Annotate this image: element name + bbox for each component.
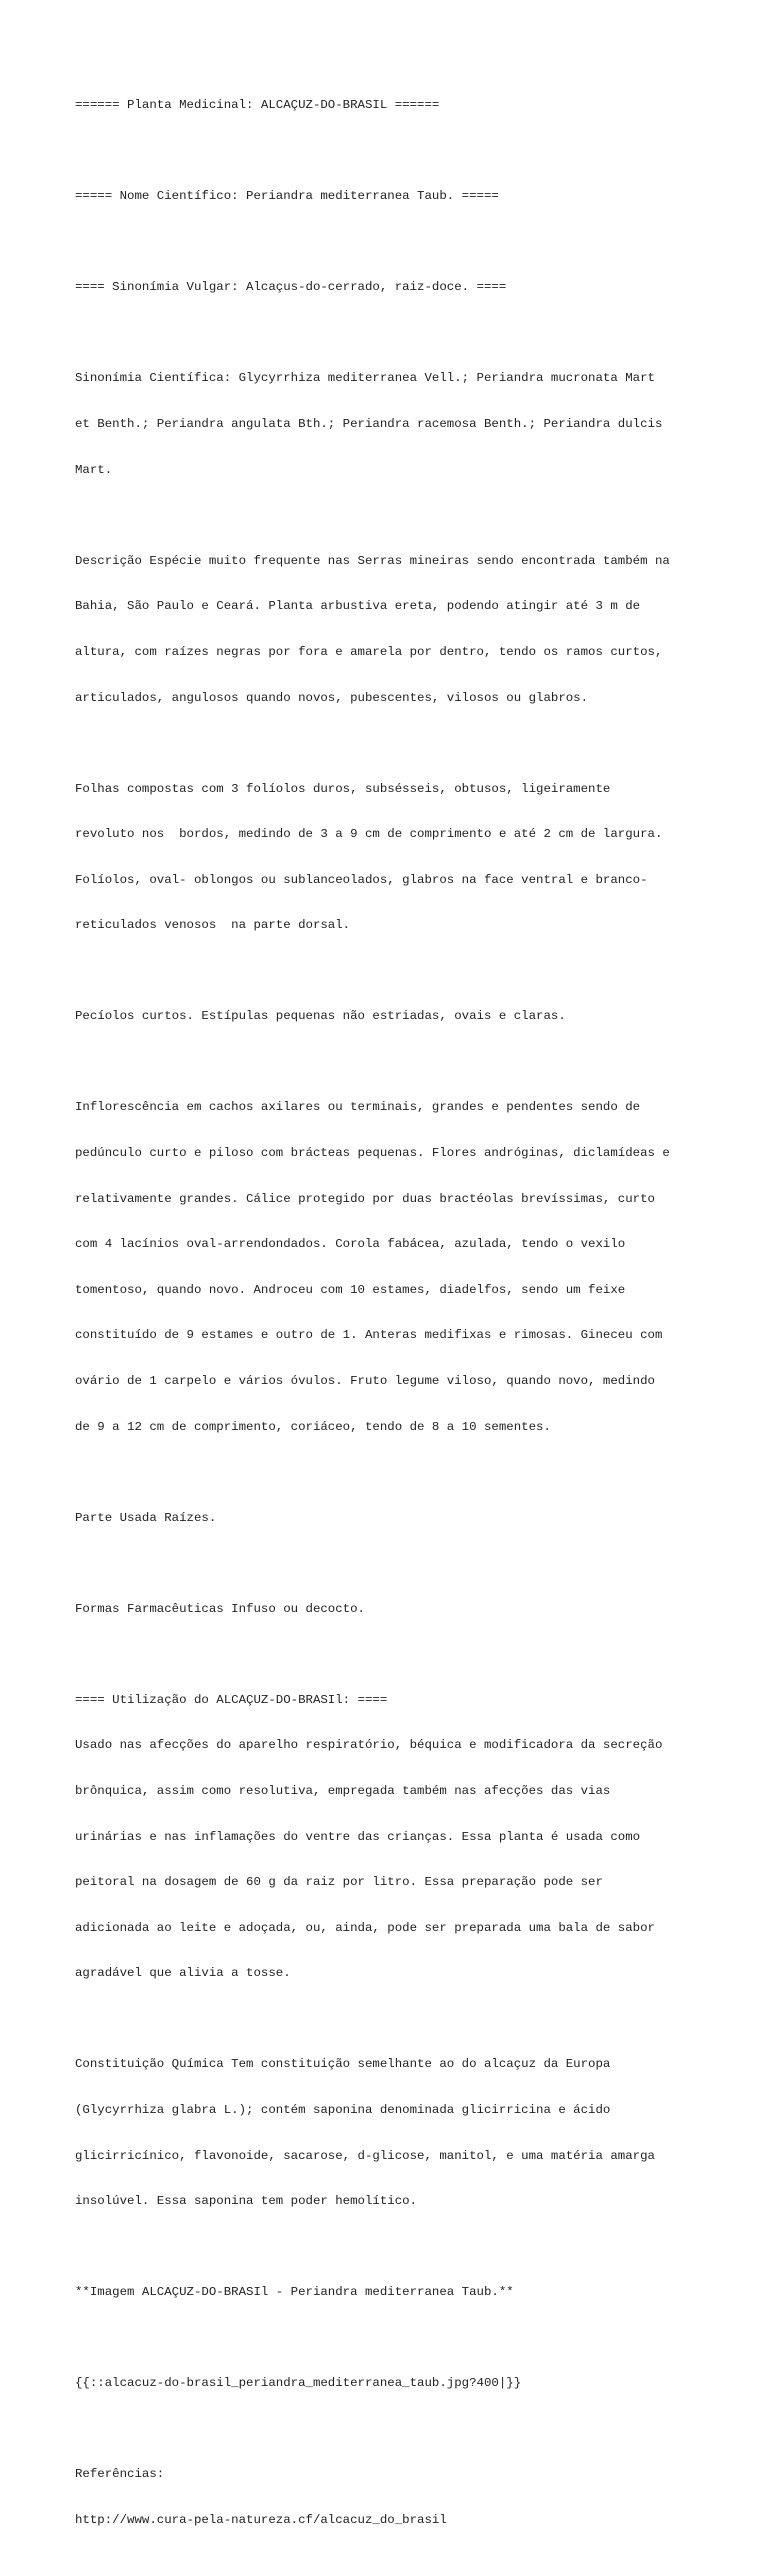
paragraph-line: Constituição Química Tem constituição semelhante ao do alcaçuz da Europa bbox=[75, 2057, 611, 2072]
plant-heading-text: ====== Planta Medicinal: ALCAÇUZ-DO-BRASIL ====== bbox=[75, 98, 440, 113]
vulgar-synonym-heading bbox=[75, 250, 700, 326]
paragraph-line: Mart. bbox=[75, 462, 113, 477]
petioles-paragraph bbox=[75, 979, 700, 1055]
document-page bbox=[75, 68, 700, 2573]
leaves-paragraph bbox=[75, 751, 700, 964]
scientific-synonyms-paragraph bbox=[75, 341, 700, 508]
paragraph-line: relativamente grandes. Cálice protegido por duas bractéolas brevíssimas, curto bbox=[75, 1191, 655, 1206]
paragraph-line: Sinonímia Científica: Glycyrrhiza mediterranea Vell.; Periandra mucronata Mart bbox=[75, 371, 655, 386]
usage-heading: ==== Utilização do ALCAÇUZ-DO-BRASIl: ==== bbox=[75, 1692, 388, 1707]
paragraph-line: constituído de 9 estames e outro de 1. Anteras medifixas e rimosas. Gineceu com bbox=[75, 1328, 663, 1343]
paragraph-line: ovário de 1 carpelo e vários óvulos. Fruto legume viloso, quando novo, medindo bbox=[75, 1374, 655, 1389]
image-caption: **Imagem ALCAÇUZ-DO-BRASIl - Periandra mediterranea Taub.** bbox=[75, 2285, 514, 2300]
paragraph-line: Parte Usada Raízes. bbox=[75, 1510, 217, 1525]
image-caption-paragraph bbox=[75, 2255, 700, 2331]
paragraph-line: Bahia, São Paulo e Ceará. Planta arbustiva ereta, podendo atingir até 3 m de bbox=[75, 599, 641, 614]
paragraph-line: et Benth.; Periandra angulata Bth.; Periandra racemosa Benth.; Periandra dulcis bbox=[75, 417, 663, 432]
paragraph-line: (Glycyrrhiza glabra L.); contém saponina denominada glicirricina e ácido bbox=[75, 2102, 611, 2117]
paragraph-line: brônquica, assim como resolutiva, empregada também nas afecções das vias bbox=[75, 1783, 611, 1798]
paragraph-line: altura, com raízes negras por fora e amarela por dentro, tendo os ramos curtos, bbox=[75, 644, 663, 659]
paragraph-line: Folíolos, oval- oblongos ou sublanceolados, glabros na face ventral e branco- bbox=[75, 872, 648, 887]
paragraph-line: Inflorescência em cachos axilares ou terminais, grandes e pendentes sendo de bbox=[75, 1100, 641, 1115]
scientific-name-heading-text: ===== Nome Científico: Periandra mediterranea Taub. ===== bbox=[75, 189, 499, 204]
paragraph-line: Formas Farmacêuticas Infuso ou decocto. bbox=[75, 1601, 365, 1616]
reference-url: http://www.cura-pela-natureza.cf/alcacuz_do_brasil bbox=[75, 2512, 447, 2527]
image-link: {{::alcacuz-do-brasil_periandra_mediterranea_taub.jpg?400|}} bbox=[75, 2376, 522, 2391]
paragraph-line: articulados, angulosos quando novos, pubescentes, vilosos ou glabros. bbox=[75, 690, 589, 705]
paragraph-line: Descrição Espécie muito frequente nas Serras mineiras sendo encontrada também na bbox=[75, 553, 670, 568]
usage-section bbox=[75, 1662, 700, 2012]
chemical-constitution-paragraph bbox=[75, 2027, 700, 2240]
paragraph-line: Folhas compostas com 3 folíolos duros, subsésseis, obtusos, ligeiramente bbox=[75, 781, 611, 796]
paragraph-line: Pecíolos curtos. Estípulas pequenas não estriadas, ovais e claras. bbox=[75, 1009, 566, 1024]
paragraph-line: glicirricínico, flavonoide, sacarose, d-glicose, manitol, e uma matéria amarga bbox=[75, 2148, 655, 2163]
paragraph-line: com 4 lacínios oval-arrendondados. Corola fabácea, azulada, tendo o vexilo bbox=[75, 1237, 626, 1252]
references-section bbox=[75, 2437, 700, 2559]
inflorescence-paragraph bbox=[75, 1070, 700, 1465]
paragraph-line: agradável que alivia a tosse. bbox=[75, 1966, 291, 1981]
paragraph-line: peitoral na dosagem de 60 g da raiz por litro. Essa preparação pode ser bbox=[75, 1875, 603, 1890]
description-paragraph bbox=[75, 523, 700, 736]
image-link-paragraph bbox=[75, 2346, 700, 2422]
plant-heading bbox=[75, 68, 700, 144]
paragraph-line: de 9 a 12 cm de comprimento, coriáceo, tendo de 8 a 10 sementes. bbox=[75, 1419, 551, 1434]
part-used-paragraph bbox=[75, 1480, 700, 1556]
paragraph-line: urinárias e nas inflamações do ventre das crianças. Essa planta é usada como bbox=[75, 1829, 641, 1844]
paragraph-line: insolúvel. Essa saponina tem poder hemolítico. bbox=[75, 2194, 418, 2209]
paragraph-line: pedúnculo curto e piloso com brácteas pequenas. Flores andróginas, diclamídeas e bbox=[75, 1146, 670, 1160]
references-heading: Referências: bbox=[75, 2467, 165, 2482]
pharmaceutical-forms-paragraph bbox=[75, 1571, 700, 1647]
paragraph-line: revoluto nos bordos, medindo de 3 a 9 cm de comprimento e até 2 cm de largura. bbox=[75, 827, 663, 842]
paragraph-line: reticulados venosos na parte dorsal. bbox=[75, 918, 351, 933]
paragraph-line: Usado nas afecções do aparelho respiratório, béquica e modificadora da secreção bbox=[75, 1738, 663, 1753]
paragraph-line: tomentoso, quando novo. Androceu com 10 estames, diadelfos, sendo um feixe bbox=[75, 1282, 626, 1297]
vulgar-synonym-heading-text: ==== Sinonímia Vulgar: Alcaçus-do-cerrado, raiz-doce. ==== bbox=[75, 280, 507, 295]
paragraph-line: adicionada ao leite e adoçada, ou, ainda, pode ser preparada uma bala de sabor bbox=[75, 1920, 655, 1935]
scientific-name-heading bbox=[75, 159, 700, 235]
